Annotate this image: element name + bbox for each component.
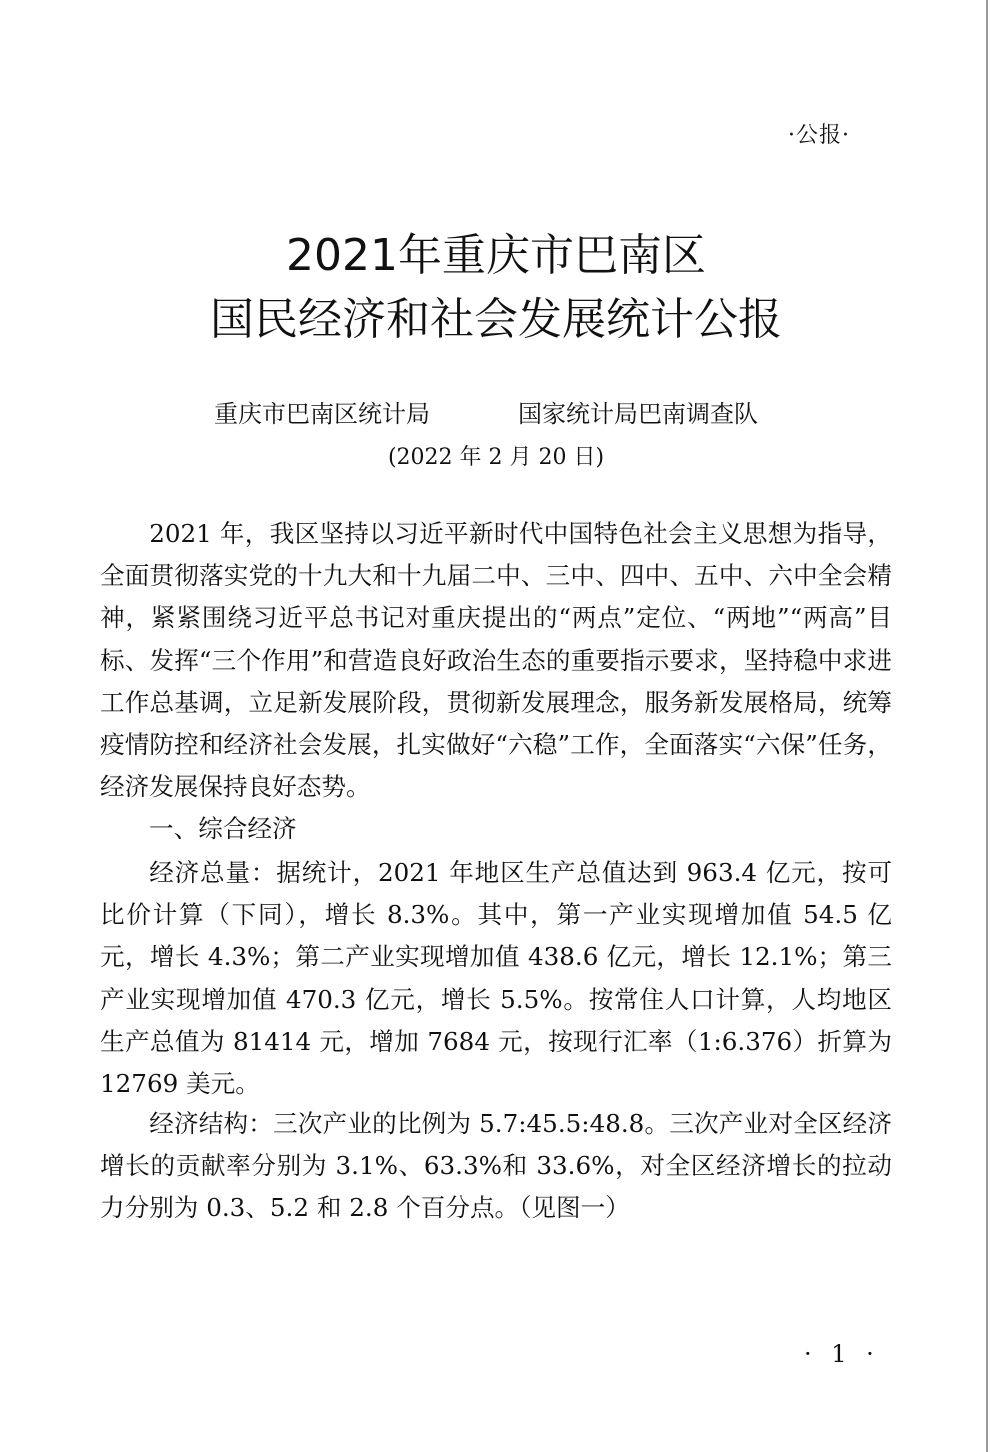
publish-date: (2022 年 2 月 20 日) xyxy=(387,445,605,470)
publisher-statistics-bureau: 重庆市巴南区统计局 xyxy=(214,400,430,428)
title-line-1: 2021年重庆市巴南区 xyxy=(286,230,706,281)
economic-structure-paragraph: 经济结构：三次产业的比例为 5.7:45.5:48.8。三次产业对全区经济增长的贡献率分别为 3.1%、63.3%和 33.6%，对全区经济增长的拉动力分别为 0.3、5.2 和 2.8 个百分点。（见图一） xyxy=(100,1109,892,1223)
intro-paragraph: 2021 年，我区坚持以习近平新时代中国特色社会主义思想为指导，全面贯彻落实党的十九大和十九届二中、三中、四中、五中、六中全会精神，紧紧围绕习近平总书记对重庆提出的“两点”定位、“两地”“两高”目标、发挥“三个作用”和营造良好政治生态的重要指示要求，坚持稳中求进工作总基调，立足新发展阶段，贯彻新发展理念，服务新发展格局，统筹疫情防控和经济社会发展，扎实做好“六稳”工作，全面落实“六保”任务，经济发展保持良好态势。 xyxy=(100,519,892,802)
economic-total-paragraph: 经济总量：据统计，2021 年地区生产总值达到 963.4 亿元，按可比价计算（下同），增长 8.3%。其中，第一产业实现增加值 54.5 亿元，增长 4.3%；第二产业实现增加值 438.6 亿元，增长 12.1%；第三产业实现增加值 470.3 亿元，增长 5.5%。按常住人口计算，人均地区生产总值为 81414 元，增加 7684 元，按现行汇率（1:6.376）折算为 12769 美元。 xyxy=(100,858,892,1099)
section-heading: 一、综合经济 xyxy=(149,814,297,843)
publisher-survey-team: 国家统计局巴南调查队 xyxy=(518,400,758,428)
title-line-2: 国民经济和社会发展统计公报 xyxy=(210,294,782,345)
bulletin-tag: ·公报· xyxy=(788,123,850,148)
page-number: · 1 · xyxy=(804,1340,880,1368)
